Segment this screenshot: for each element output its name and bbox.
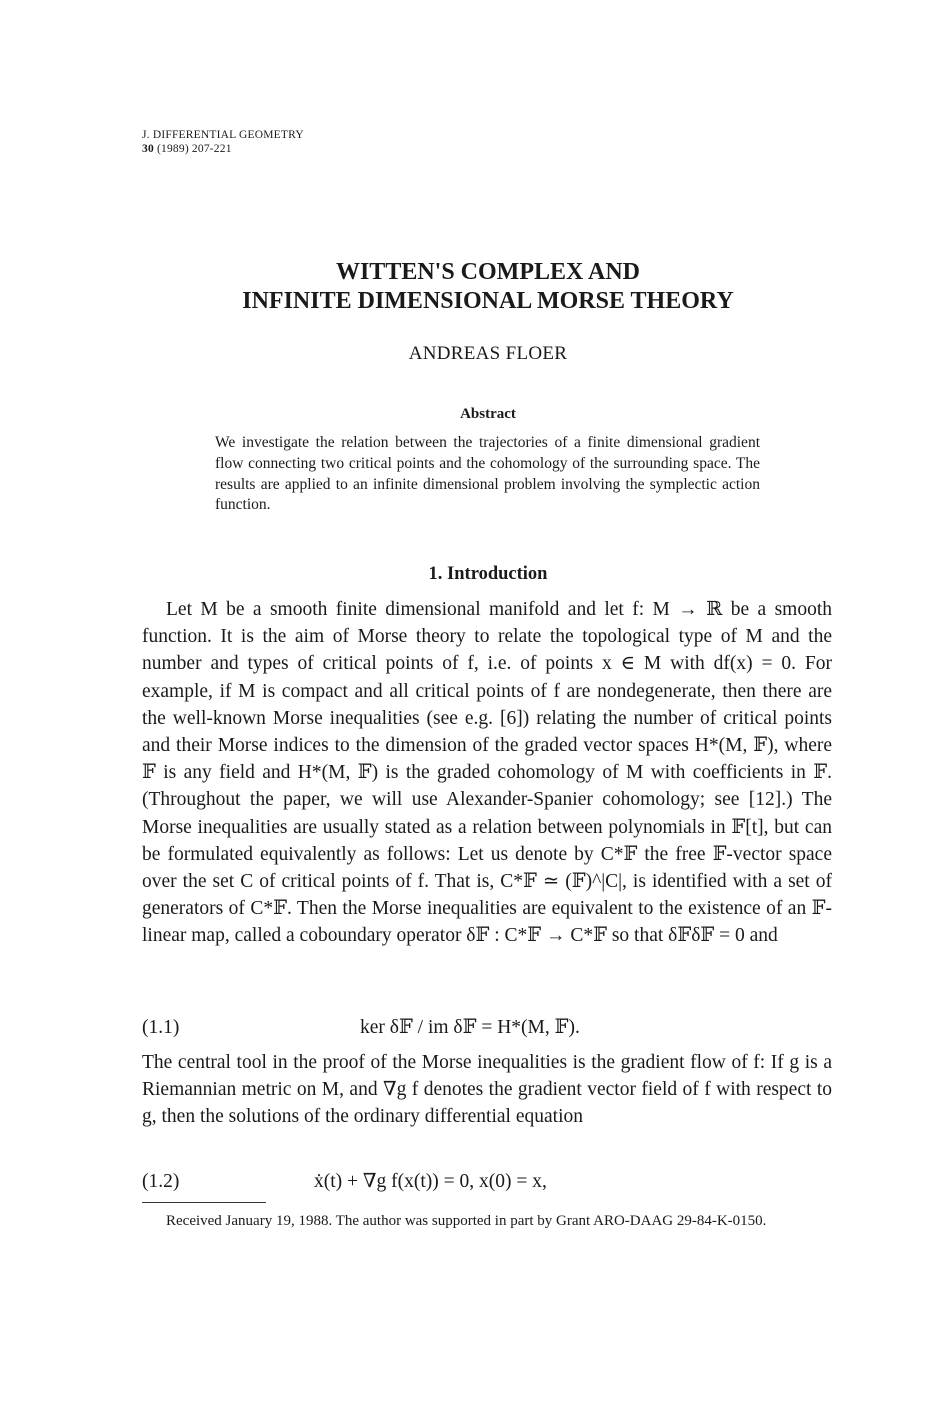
title-line-2: INFINITE DIMENSIONAL MORSE THEORY xyxy=(242,288,734,314)
footnote-divider xyxy=(142,1202,266,1203)
intro-paragraph-2: The central tool in the proof of the Morse inequalities is the gradient flow of f: If g is a Riemannian metric on M, and ∇g f denotes the gradient vector field of f with respect to g, then the solutions of the ordinary differential equation xyxy=(142,1052,832,1128)
equation-expression: ker δ𝔽 / im δ𝔽 = H*(M, 𝔽). xyxy=(360,1017,580,1038)
equation-number: (1.2) xyxy=(142,1171,180,1192)
volume-number: 30 xyxy=(142,143,154,155)
title-line-1: WITTEN'S COMPLEX AND xyxy=(335,259,641,285)
paper-title xyxy=(0,258,944,316)
equation-number: (1.1) xyxy=(142,1017,180,1038)
journal-citation xyxy=(142,142,304,156)
equation-expression: ẋ(t) + ∇g f(x(t)) = 0, x(0) = x, xyxy=(314,1171,547,1192)
abstract-text: We investigate the relation between the trajectories of a finite dimensional gradient flow connecting two critical points and the cohomology of the surrounding space. The results are applied to an infinite dimensional problem involving the symplectic action function. xyxy=(215,434,760,514)
journal-header xyxy=(142,128,304,156)
equation-1-2 xyxy=(142,1168,832,1196)
author-name: ANDREAS FLOER xyxy=(408,343,568,364)
equation-1-1 xyxy=(142,1014,832,1042)
journal-name: J. DIFFERENTIAL GEOMETRY xyxy=(142,129,304,141)
section-heading: 1. Introduction xyxy=(428,564,548,584)
year-pages: (1989) 207-221 xyxy=(156,143,232,155)
footnote: Received January 19, 1988. The author was supported in part by Grant ARO-DAAG 29-84-K-0150. xyxy=(166,1213,767,1229)
intro-paragraph-1: Let M be a smooth finite dimensional manifold and let f: M → ℝ be a smooth function. It is the aim of Morse theory to relate the topological type of M and the number and types of critical points of f, i.e. of points x ∈ M with df(x) = 0. For example, if M is compact and all critical points of f are nondegenerate, then there are the well-known Morse inequalities (see e.g. [6]) relating the number of critical points and their Morse indices to the dimension of the graded vector spaces H*(M, 𝔽), where 𝔽 is any field and H*(M, 𝔽) is the graded cohomology of M with coefficients in 𝔽. (Throughout the paper, we will use Alexander-Spanier cohomology; see [12].) The Morse inequalities are usually stated as a relation between polynomials in 𝔽[t], but can be formulated equivalently as follows: Let us denote by C*𝔽 the free 𝔽-vector space over the set C of critical points of f. That is, C*𝔽 ≃ (𝔽)^|C|, is identified with a set of generators of C*𝔽. Then the Morse inequalities are equivalent to the existence of an 𝔽-linear map, called a coboundary operator δ𝔽 : C*𝔽 → C*𝔽 so that δ𝔽δ𝔽 = 0 and xyxy=(142,599,832,947)
abstract-heading: Abstract xyxy=(460,406,516,422)
